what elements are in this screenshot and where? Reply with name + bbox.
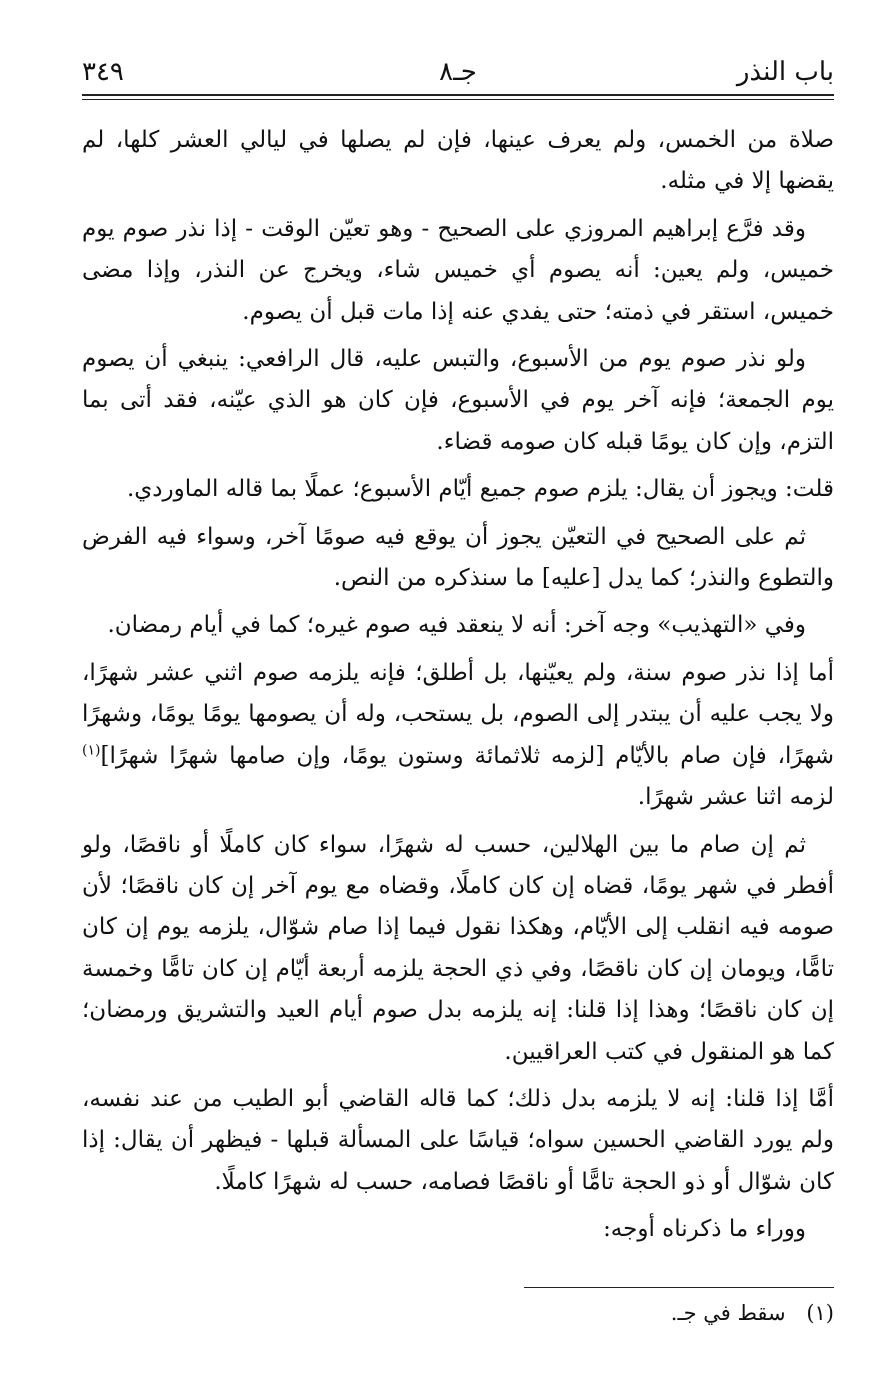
paragraph: قلت: ويجوز أن يقال: يلزم صوم جميع أيّام الأسبوع؛ عملًا بما قاله الماوردي. (126, 476, 834, 503)
paragraph: ثم إن صام ما بين الهلالين، حسب له شهرًا، سواء كان كاملًا أو ناقصًا، ولو أفطر في شهر يومًا، قضاه إن كان كاملًا، وقضاه مع يوم آخر إن كان ناقصًا؛ لأن صومه فيه انقلب إلى الأيّام، وهكذا نقول فيما إذا صام شوّال، يلزمه يوم إن كان تامًّا، ويومان إن كان ناقصًا، وفي ذي الحجة يلزمه أربعة أيّام إن كان تامًّا وخمسة إن كان ناقصًا؛ وهذا إذا قلنا: إنه يلزمه بدل صوم أيام العيد والتشريق ورمضان؛ كما هو المنقول في كتب العراقيين. (82, 831, 834, 1065)
paragraph: أمَّا إذا قلنا: إنه لا يلزمه بدل ذلك؛ كما قاله القاضي أبو الطيب من عند نفسه، ولم يورد القاضي الحسين سواه؛ قياسًا على المسألة قبلها - فيظهر أن يقال: إذا كان شوّال أو ذو الحجة تامًّا أو ناقصًا فصامه، حسب له شهرًا كاملًا. (82, 1085, 834, 1195)
chapter-title: باب النذر (736, 57, 834, 87)
paragraph: ثم على الصحيح في التعيّن يجوز أن يوقع فيه صومًا آخر، وسواء فيه الفرض والتطوع والنذر؛ كما يدل [عليه] ما سنذكره من النص. (82, 523, 834, 592)
paragraph (82, 653, 834, 819)
page-number: ٣٤٩ (82, 57, 124, 87)
paragraph-text-tail: لزمه اثنا عشر شهرًا. (637, 784, 834, 811)
footnote (82, 1298, 834, 1328)
footnote-number: (١) (806, 1301, 834, 1325)
footnote-separator (524, 1287, 834, 1288)
paragraph: صلاة من الخمس، ولم يعرف عينها، فإن لم يصلها في ليالي العشر كلها، لم يقضها إلا في مثله. (82, 127, 834, 195)
running-header (82, 54, 834, 90)
volume-label: جـ٨ (439, 57, 477, 87)
paragraph: ولو نذر صوم يوم من الأسبوع، والتبس عليه، قال الرافعي: ينبغي أن يصوم يوم الجمعة؛ فإنه آخر يوم في الأسبوع، فإن كان هو الذي عيّنه، فقد أتى بما التزم، وإن كان يومًا قبله كان صومه قضاء. (82, 346, 834, 455)
paragraph: وقد فرَّع إبراهيم المروزي على الصحيح - وهو تعيّن الوقت - إذا نذر صوم يوم خميس، ولم يعين: أنه يصوم أي خميس شاء، ويخرج عن النذر، وإذا مضى خميس، استقر في ذمته؛ حتى يفدي عنه إذا مات قبل أن يصوم. (82, 215, 834, 325)
paragraph: ووراء ما ذكرناه أوجه: (603, 1216, 806, 1243)
paragraph-text: أما إذا نذر صوم سنة، ولم يعيّنها، بل أطلق؛ فإنه يلزمه صوم اثني عشر شهرًا، ولا يجب عليه أن يبتدر إلى الصوم، بل يستحب، وله أن يصومها يومًا يومًا، وشهرًا شهرًا، فإن صام بالأيّام [لزمه ثلاثمائة وستون يومًا، وإن صامها شهرًا شهرًا] (82, 659, 834, 769)
footnote-reference[interactable]: (١) (82, 742, 101, 759)
header-rule-thin (82, 99, 834, 100)
paragraph: وفي «التهذيب» وجه آخر: أنه لا ينعقد فيه صوم غيره؛ كما في أيام رمضان. (107, 612, 806, 639)
header-rule-thick (82, 94, 834, 96)
footnote-text: سقط في جـ. (670, 1301, 786, 1325)
main-text (82, 120, 834, 1257)
book-page (82, 54, 834, 1325)
